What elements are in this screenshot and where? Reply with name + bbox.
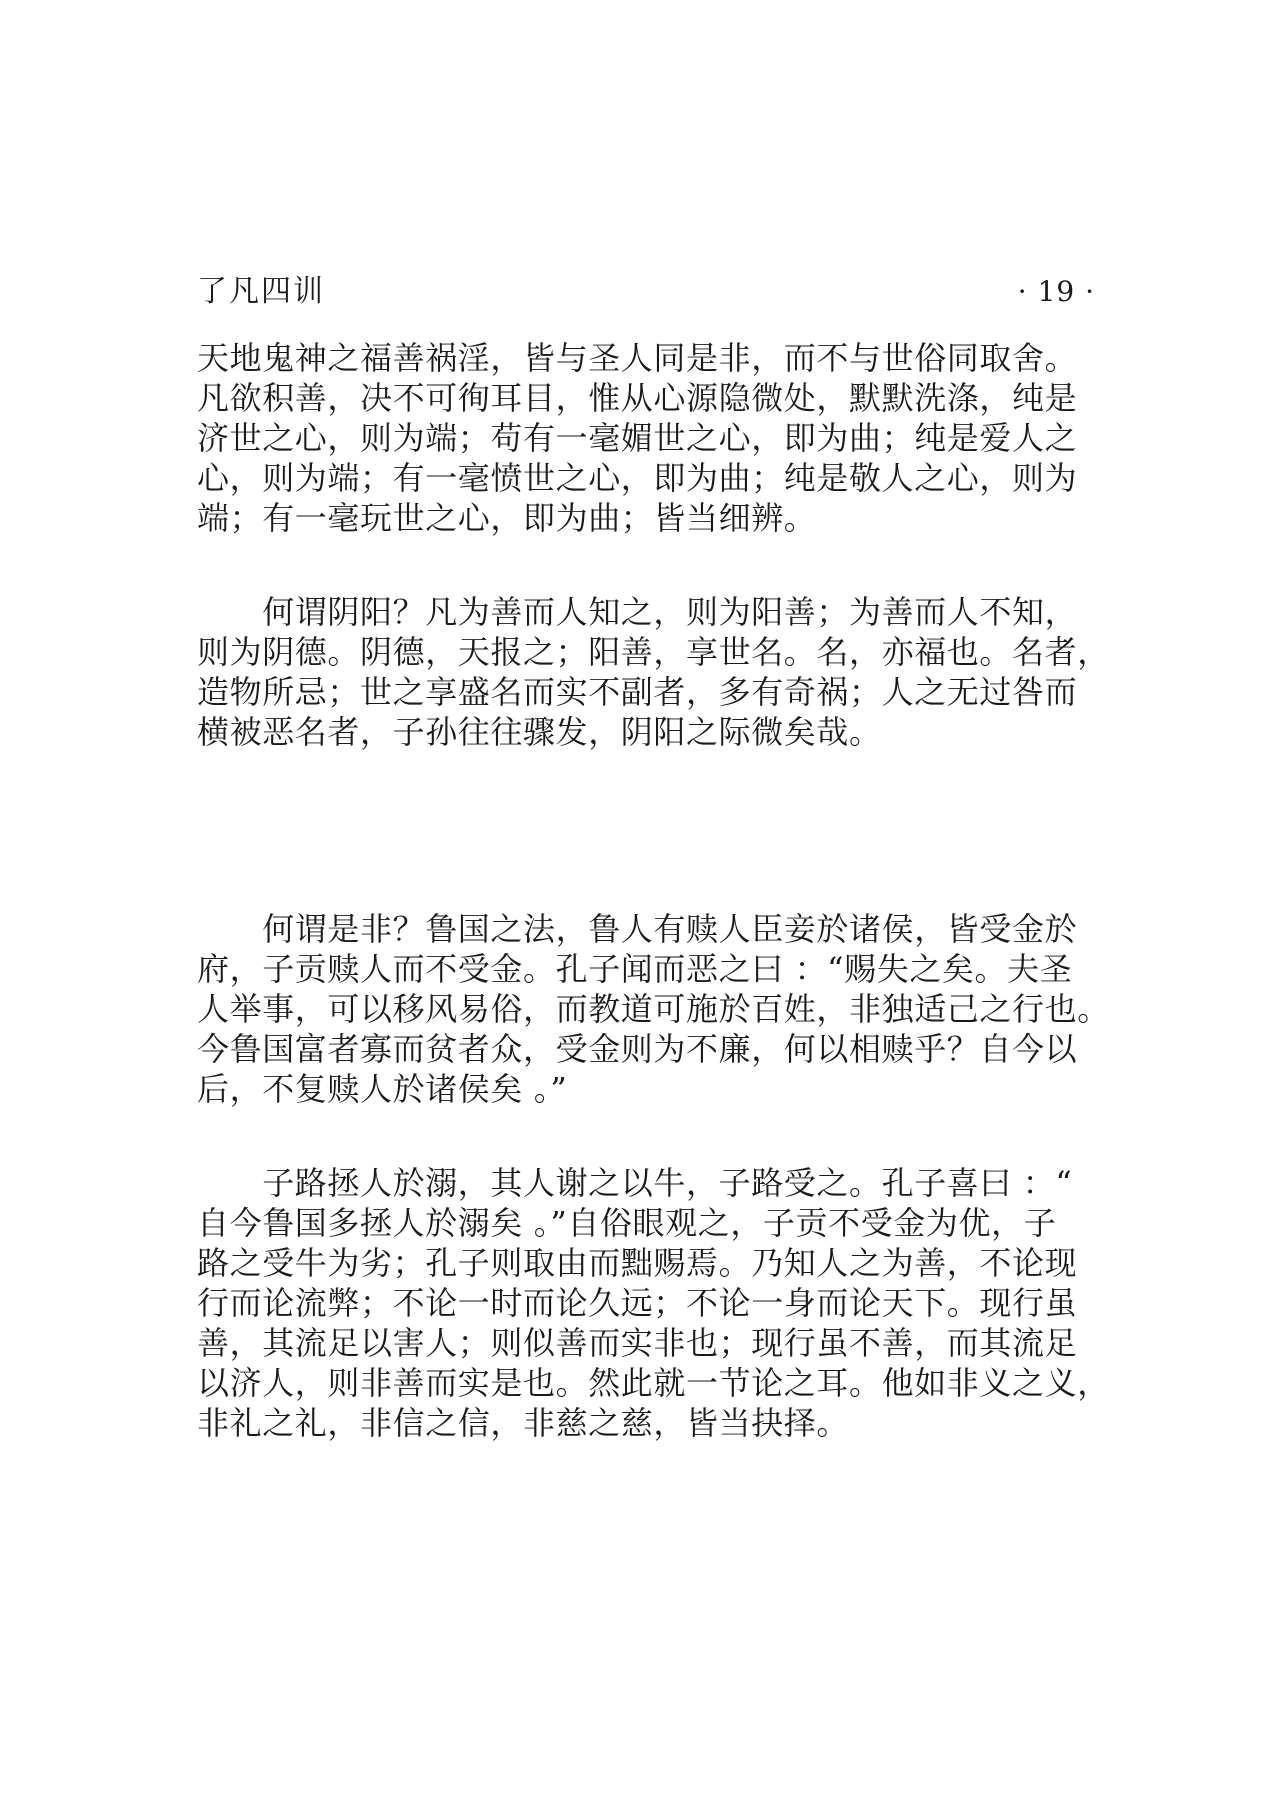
text-line: 后，不复赎人於诸侯矣 。” xyxy=(197,1070,568,1108)
text-line: 济世之心，则为端；苟有一毫媚世之心，即为曲；纯是爱人之 xyxy=(197,419,1078,457)
page-header xyxy=(197,272,1095,312)
text-line: 何谓阴阳？凡为善而人知之，则为阳善；为善而人不知， xyxy=(197,593,1078,631)
text-line: 心，则为端；有一毫愤世之心，即为曲；纯是敬人之心，则为 xyxy=(197,459,1078,497)
text-line: 以济人，则非善而实是也。然此就一节论之耳。他如非义之义， xyxy=(197,1364,1110,1402)
text-line: 何谓是非？鲁国之法，鲁人有赎人臣妾於诸侯，皆受金於 xyxy=(197,910,1078,948)
text-line: 凡欲积善，决不可徇耳目，惟从心源隐微处，默默洗涤，纯是 xyxy=(197,379,1078,417)
book-title: 了凡四训 xyxy=(197,274,325,309)
text-line: 造物所忌；世之享盛名而实不副者，多有奇祸；人之无过咎而 xyxy=(197,673,1078,711)
text-line: 行而论流弊；不论一时而论久远；不论一身而论天下。现行虽 xyxy=(197,1284,1078,1322)
text-line: 府，子贡赎人而不受金。孔子闻而恶之曰 ：“赐失之矣。夫圣 xyxy=(197,950,1073,988)
text-line: 端；有一毫玩世之心，即为曲；皆当细辨。 xyxy=(197,499,817,537)
page-number: · 19 · xyxy=(1017,275,1095,308)
text-line: 人举事，可以移风易俗，而教道可施於百姓，非独适己之行也。 xyxy=(197,990,1110,1028)
text-line: 天地鬼神之福善祸淫，皆与圣人同是非，而不与世俗同取舍。 xyxy=(197,339,1078,377)
text-line: 今鲁国富者寡而贫者众，受金则为不廉，何以相赎乎？自今以 xyxy=(197,1030,1078,1068)
text-line: 路之受牛为劣；孔子则取由而黜赐焉。乃知人之为善，不论现 xyxy=(197,1244,1078,1282)
text-line: 则为阴德。阴德，天报之；阳善，享世名。名，亦福也。名者， xyxy=(197,633,1110,671)
text-line: 横被恶名者，子孙往往骤发，阴阳之际微矣哉。 xyxy=(197,713,882,751)
text-line: 子路拯人於溺，其人谢之以牛，子路受之。孔子喜曰 ：“ xyxy=(197,1164,1073,1202)
text-line: 善，其流足以害人；则似善而实非也；现行虽不善，而其流足 xyxy=(197,1324,1078,1362)
text-line: 自今鲁国多拯人於溺矣 。”自俗眼观之，子贡不受金为优，子 xyxy=(197,1204,1057,1242)
text-line: 非礼之礼，非信之信，非慈之慈，皆当抉择。 xyxy=(197,1404,850,1442)
